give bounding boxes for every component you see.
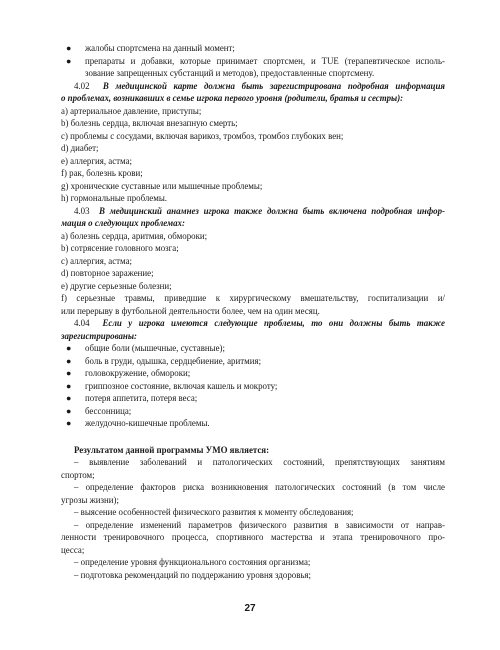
list-item: d) диабет; [61, 143, 99, 153]
list-item: c) проблемы с сосудами, включая варикоз, тромбоз, тромбоз глубоких вен; [61, 130, 344, 141]
list-item: – определение факторов риска возникновения патологических состояний (в том числе [74, 482, 445, 492]
section-number: 4.02 [74, 80, 90, 91]
bullet-icon: ● [66, 55, 72, 66]
list-item: d) повторное заражение; [61, 268, 154, 278]
section-number: 4.04 [74, 318, 90, 328]
list-item: f) серьезные травмы, приведшие к хирургическому вмешательству, госпитализации и/ [61, 293, 445, 303]
bullet-icon: ● [66, 405, 72, 416]
list-item: b) болезнь сердца, включая внезапную смерть; [61, 118, 238, 128]
list-item-continuation: угрозы жизни); [61, 494, 119, 505]
list-item: – определение уровня функционального состояния организма; [74, 557, 311, 567]
list-item: a) болезнь сердца, аритмия, обмороки; [61, 230, 208, 241]
list-item: e) аллергия, астма; [61, 155, 132, 166]
list-item: ● препараты и добавки, которые принимает спортсмен, и TUE (терапевтическое исполь- [61, 55, 445, 68]
bullet-icon: ● [66, 380, 72, 391]
page-number: 27 [244, 603, 256, 614]
list-item: – выясение особенностей физического развития к моменту обследования; [74, 507, 354, 517]
list-item: c) аллергия, астма; [61, 255, 132, 266]
section-heading-cont: о проблемах, возникавших в семье игрока первого уровня (родители, братья и сестры): [61, 93, 404, 103]
list-item: – выявление заболеваний и патологических состояний, препятствующих занятиям [74, 457, 445, 467]
bullet-icon: ● [66, 43, 72, 53]
section-heading-cont: зарегистрированы: [61, 330, 137, 341]
section-heading-cont: мация о следующих проблемах: [61, 218, 185, 228]
list-item-continuation: или перерыву в футбольной деятельности более, чем на один месяц. [61, 305, 320, 316]
bullet-icon: ● [66, 418, 72, 428]
list-item: ● общие боли (мышечные, суставные); [61, 342, 445, 355]
list-item: ● головокружение, обмороки; [61, 367, 445, 380]
list-item-continuation: спортом; [61, 469, 95, 480]
list-item: e) другие серьезные болезни; [61, 280, 172, 291]
section-heading-4-03: 4.03 В медицинский анамнез игрока также должна быть включена подробная инфор- [74, 205, 445, 216]
list-item: ● гриппозное состояние, включая кашель и мокроту; [61, 380, 445, 393]
list-item: b) сотрясение головного мозга; [61, 243, 179, 253]
section-number: 4.03 [74, 205, 90, 216]
list-item: h) гормональные проблемы. [61, 193, 168, 203]
section-heading-umo: Результатом данной программы УМО является: [74, 444, 270, 455]
list-item-continuation: цесса; [61, 544, 85, 555]
list-item: ● боль в груди, одышка, сердцебиение, аритмия; [61, 355, 445, 368]
list-item: ● бессонница; [61, 405, 445, 418]
bullet-icon: ● [66, 355, 72, 366]
section-heading-4-04: 4.04 Если у игрока имеются следующие проблемы, то они должны быть также [74, 318, 445, 328]
list-item: f) рак, болезнь крови; [61, 168, 143, 178]
bullet-icon: ● [66, 368, 72, 378]
list-item-continuation: зование запрещенных субстанций и методов), предоставленные спортсмену. [85, 68, 375, 78]
list-item: ● потеря аппетита, потеря веса; [61, 392, 445, 405]
list-item: ● желудочно-кишечные проблемы. [61, 417, 445, 430]
section-heading-4-02: 4.02 В медицинской карте должна быть зарегистрирована подробная информация [74, 80, 445, 91]
list-item: a) артериальное давление, приступы; [61, 105, 202, 116]
list-item: ● жалобы спортсмена на данный момент; [61, 42, 445, 55]
bullet-icon: ● [66, 343, 72, 353]
page-content [61, 42, 445, 581]
list-item-continuation: ленности тренировочного процесса, спортивного мастерства и этапа тренировочного про- [61, 532, 445, 542]
list-item: g) хронические суставные или мышечные проблемы; [61, 180, 263, 191]
bullet-icon: ● [66, 393, 72, 403]
spacer [61, 430, 445, 444]
list-item: – подготовка рекомендаций по поддержанию уровня здоровья; [74, 569, 311, 580]
list-item: – определение изменений параметров физического развития в зависимости от направ- [74, 519, 445, 530]
